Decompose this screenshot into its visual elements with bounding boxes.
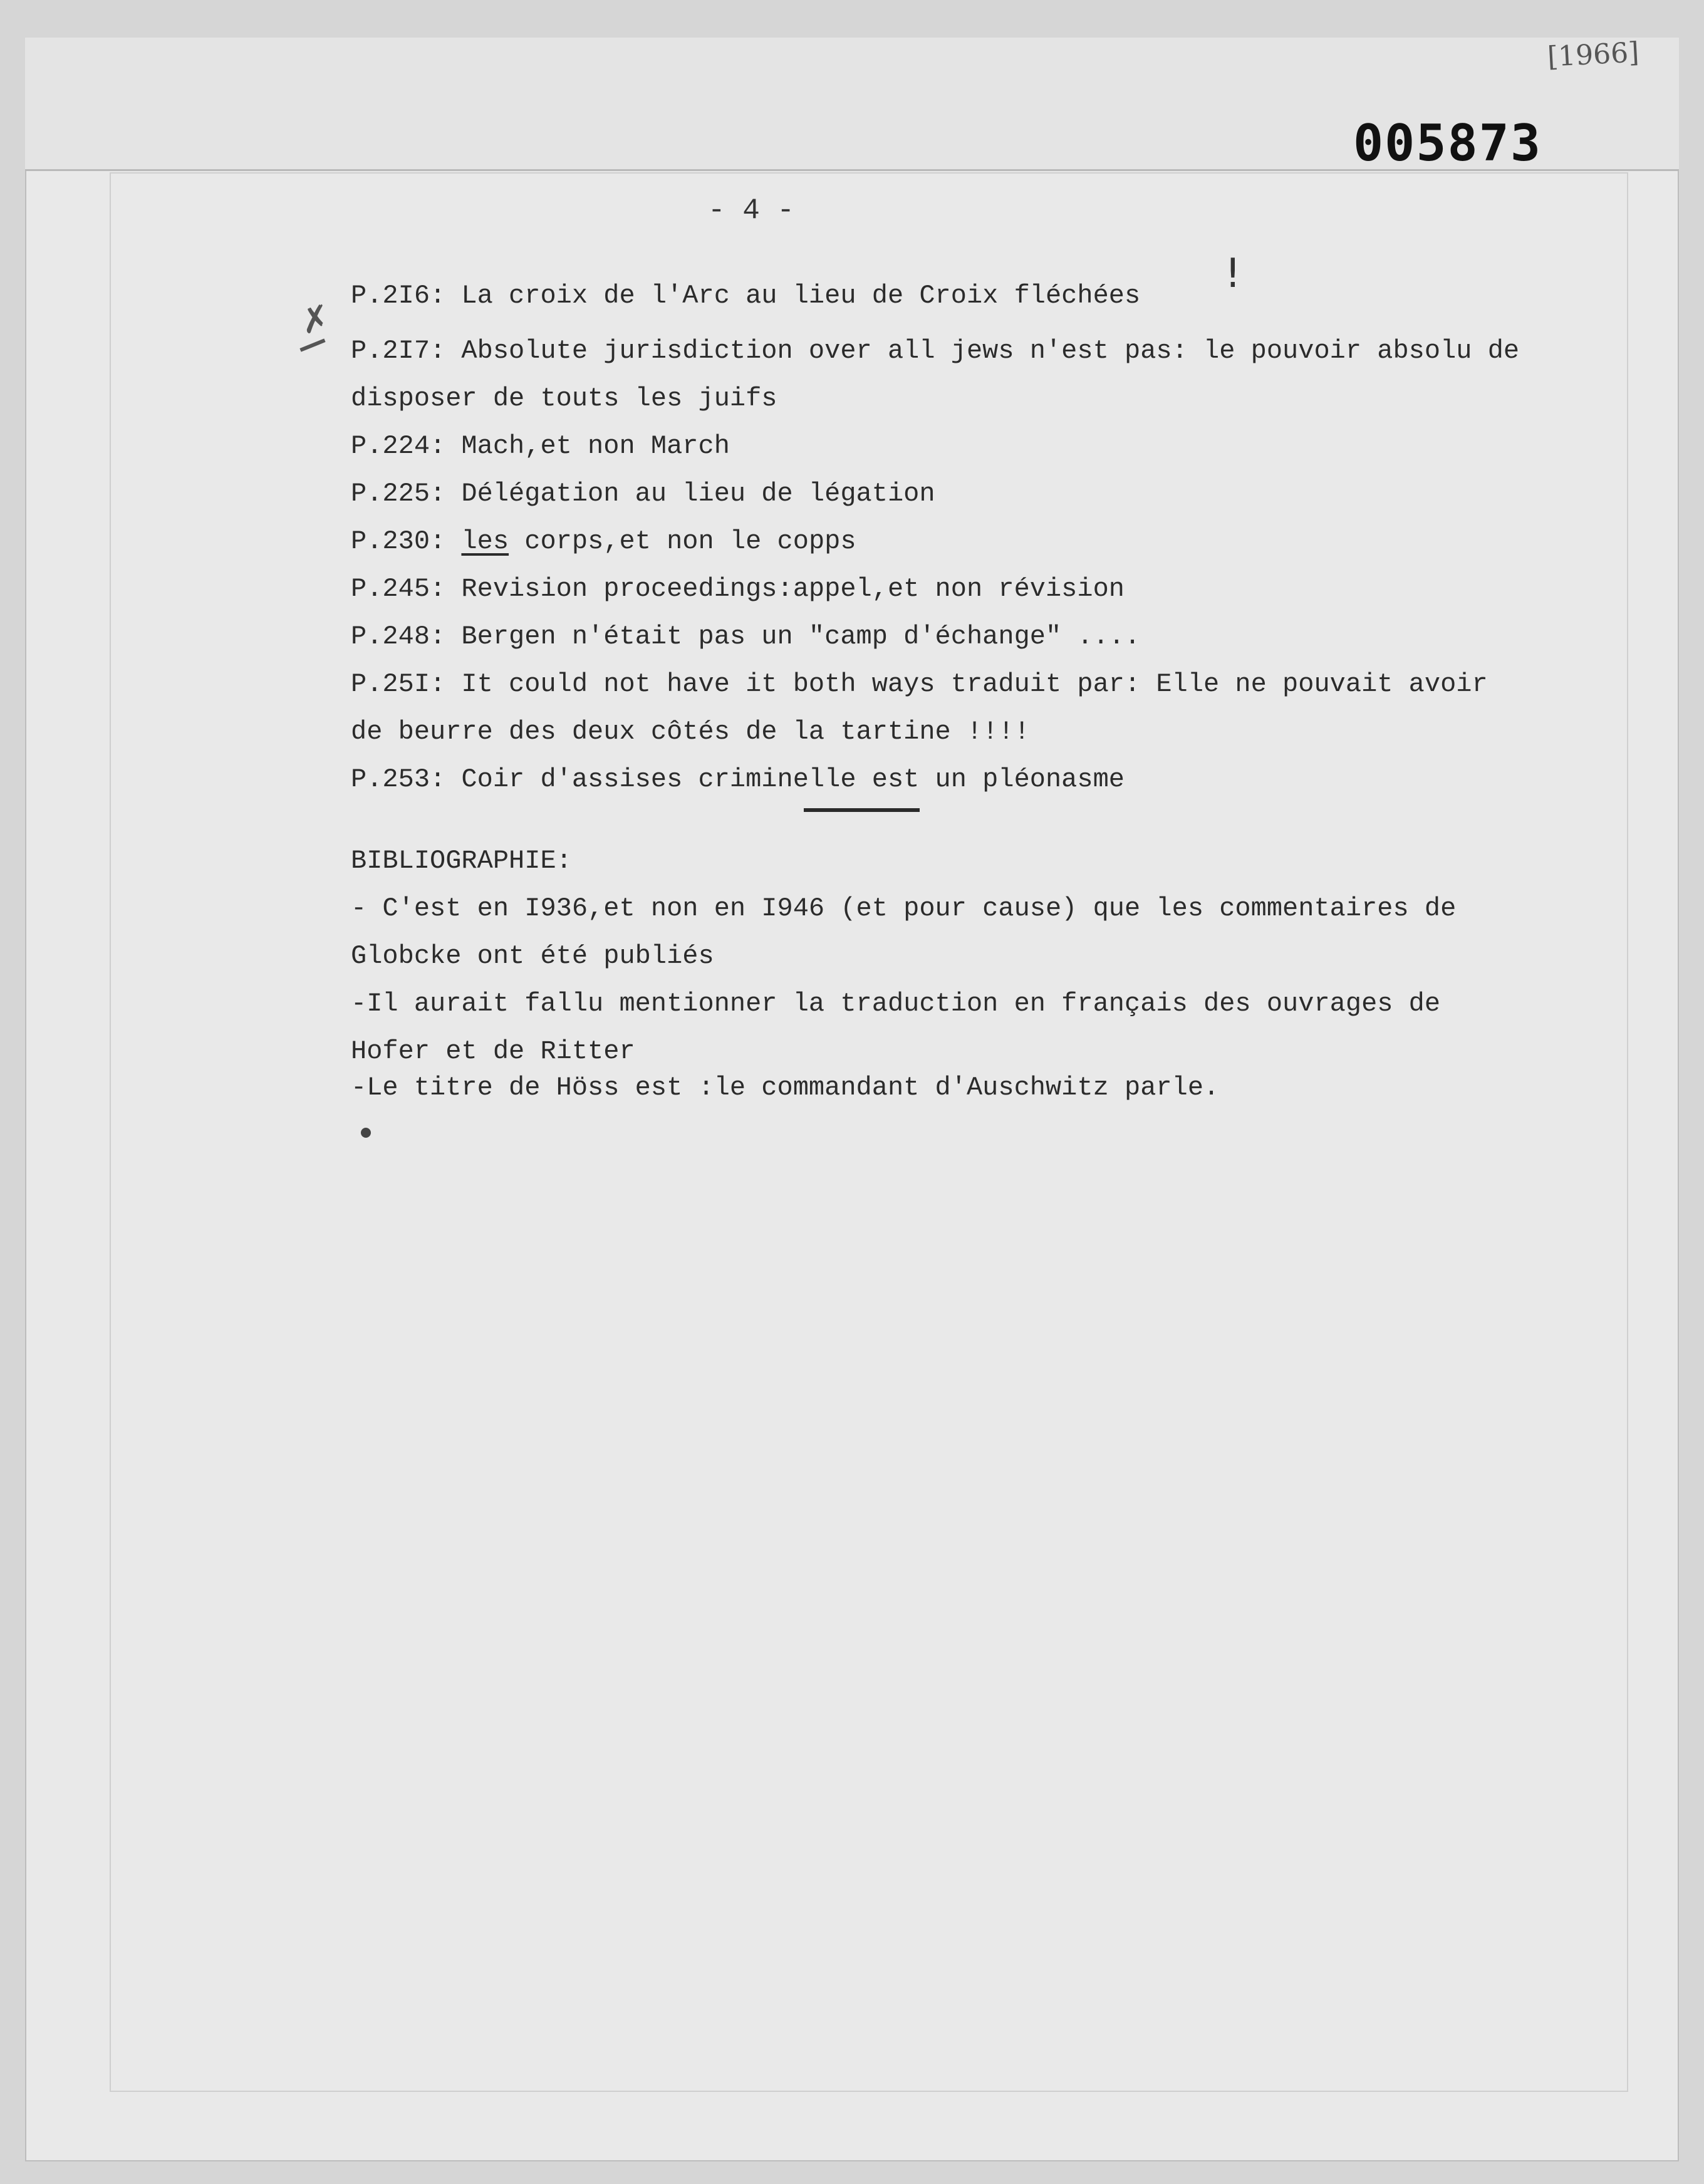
correction-line: disposer de touts les juifs (351, 383, 777, 413)
bibliography-line: - C'est en I936,et non en I946 (et pour cause) que les commentaires de (351, 893, 1457, 923)
correction-line: P.248: Bergen n'était pas un "camp d'échange" .... (351, 621, 1141, 652)
correction-line: P.253: Coir d'assises criminelle est un pléonasme (351, 764, 1125, 794)
stray-mark (361, 1128, 371, 1138)
correction-line: P.225: Délégation au lieu de légation (351, 479, 935, 509)
correction-line: P.2I7: Absolute jurisdiction over all jews n'est pas: le pouvoir absolu de (351, 336, 1520, 366)
correction-line-p230 (351, 526, 856, 556)
p230-prefix: P.230: (351, 526, 462, 556)
correction-line: P.245: Revision proceedings:appel,et non révision (351, 574, 1125, 604)
correction-line: P.25I: It could not have it both ways traduit par: Elle ne pouvait avoir (351, 669, 1488, 699)
correction-line: de beurre des deux côtés de la tartine !!!! (351, 717, 1030, 747)
page-number: - 4 - (708, 194, 795, 227)
handwritten-x-mark: ✗ (296, 296, 335, 343)
bibliography-line: Globcke ont été publiés (351, 941, 714, 971)
page-frame (110, 172, 1628, 2092)
section-divider (804, 808, 920, 812)
bibliography-line: -Le titre de Höss est :le commandant d'Auschwitz parle. (351, 1073, 1220, 1103)
correction-line: P.2I6: La croix de l'Arc au lieu de Croix fléchées (351, 281, 1141, 311)
bibliography-line: Hofer et de Ritter (351, 1036, 635, 1066)
archive-year-note: [1966] (1546, 36, 1640, 73)
bibliography-heading: BIBLIOGRAPHIE: (351, 846, 572, 876)
underlined-word: les (461, 526, 509, 556)
document-number-stamp: 005873 (1353, 114, 1542, 172)
handwritten-exclamation: ! (1225, 251, 1241, 297)
correction-line: P.224: Mach,et non March (351, 431, 730, 461)
p230-suffix: corps,et non le copps (509, 526, 856, 556)
bibliography-line: -Il aurait fallu mentionner la traduction en français des ouvrages de (351, 989, 1441, 1019)
